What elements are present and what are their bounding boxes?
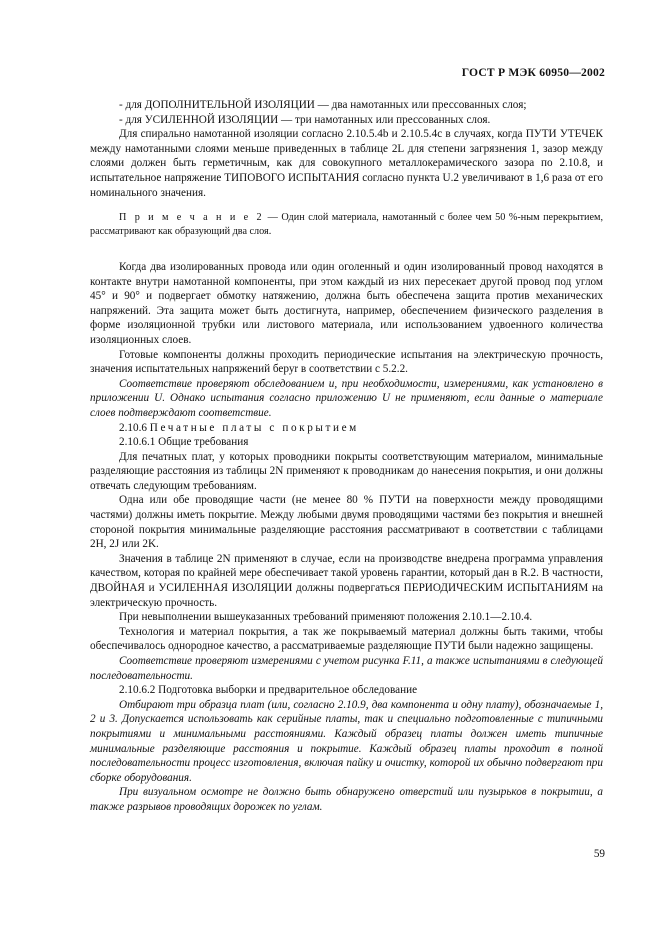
paragraph-coating-technology: Технология и материал покрытия, а так же покрываемый материал должны быть такими, чтобы обеспечивалось однородное качество, а рассматриваемые разделяющие ПУТИ были надежно защищены. <box>90 625 603 653</box>
paragraph-periodic-tests: Готовые компоненты должны проходить периодические испытания на электрическую прочность, значения испытательных напряжений беруr в соответствии с 5.2.2. <box>90 348 603 376</box>
standard-header: ГОСТ Р МЭК 60950—2002 <box>461 66 605 79</box>
paragraph-printed-boards: Для печатных плат, у которых проводники покрыты соответствующим материалом, минимальные разделяющие расстояния из таблицы 2N применяют к проводникам до нанесения покрытия, и они должны отвечать следующим требованиям. <box>90 450 603 492</box>
page-number: 59 <box>593 848 605 860</box>
section-heading-2-10-6 <box>90 421 603 436</box>
spacer <box>90 238 603 260</box>
paragraph-additional-insulation: - для ДОПОЛНИТЕЛЬНОЙ ИЗОЛЯЦИИ — два намотанных или прессованных слоя; <box>119 99 527 111</box>
paragraph-sample-selection: Отбирают три образца плат (или, согласно 2.10.9, два компонента и одну плату), обозначаемые 1, 2 и 3. Допускается использовать как серийные платы, так и специально подготовленные с типичными покрытиями и минимальными расстояниями. Каждый образец платы должен иметь типичные минимальные разделяющие расстояния и покрытие. Каждый образец платы проходит в полной последовательности процесс изготовления, включая пайку и очистку, которой их обычно подвергают при сборке оборудования. <box>90 698 603 784</box>
note-label: П р и м е ч а н и е 2 <box>119 212 265 224</box>
paragraph-reinforced-insulation: - для УСИЛЕННОЙ ИЗОЛЯЦИИ — три намотанных или прессованных слоя. <box>119 113 491 126</box>
subsection-heading-2-10-6-1: 2.10.6.1 Общие требования <box>119 436 249 449</box>
paragraph-compliance-annex-u: Соответствие проверяют обследованием и, при необходимости, измерениями, как установлено в приложении U. Однако испытания согласно приложению U не применяют, если данные о материале слоев подтверждают соответствие. <box>90 377 603 419</box>
paragraph-compliance-figure-f11: Соответствие проверяют измерениями с учетом рисунка F.11, а также испытаниями в следующей последовательности. <box>90 655 603 682</box>
document-body <box>90 98 603 815</box>
paragraph-table-2n: Значения в таблице 2N применяют в случае, если на производстве внедрена программа управления качеством, которая по крайней мере обеспечивает такой уровень гарантии, который дан в R.2. В частности, ДВОЙНАЯ и УСИЛЕННАЯ ИЗОЛЯЦИИ должны подвергаться ПЕРИОДИЧЕСКИМ ИСПЫТАНИЯМ на электрическую прочность. <box>90 552 603 609</box>
note-2 <box>90 211 603 238</box>
section-title: Печатные платы с покрытием <box>149 421 359 434</box>
subsection-heading-2-10-6-2: 2.10.6.2 Подготовка выборки и предварительное обследование <box>119 684 418 697</box>
paragraph-spiral-winding: Для спирально намотанной изоляции согласно 2.10.5.4b и 2.10.5.4c в случаях, когда ПУТИ УТЕЧЕК между намотанными слоями меньше приведенных в таблице 2L для степени загрязнения 1, зазор между слоями должен быть герметичным, как для совокупного металлокерамического зазора по 2.10.8, и испытательное напряжение ТИПОВОГО ИСПЫТАНИЯ согласно пункта U.2 увеличивают в 1,6 раза от его номинального значения. <box>90 128 603 199</box>
paragraph-visual-inspection: При визуальном осмотре не должно быть обнаружено отверстий или пузырьков в покрытии, а также разрывов проводящих дорожек по углам. <box>90 786 603 813</box>
paragraph-otherwise: При невыполнении вышеуказанных требований применяют положения 2.10.1—2.10.4. <box>119 611 533 624</box>
note-text: — Один слой материала, намотанный с более чем 50 %-ным перекрытием, рассматривают как образующий два слоя. <box>90 212 604 237</box>
section-number: 2.10.6 <box>119 421 150 434</box>
paragraph-coating-parts: Одна или обе проводящие части (не менее 80 % ПУТИ на поверхности между проводящими частями) должны иметь покрытие. Между любыми двумя проводящими частями без покрытия и внешней стороной покрытия минимальные разделяющие расстояния рассматривают в соответствии с таблицами 2H, 2J или 2K. <box>90 494 603 551</box>
paragraph-wires-contact: Когда два изолированных провода или один оголенный и один изолированный провод находятся в контакте внутри намотанной компоненты, при этом каждый из них пересекает другой провод под углом 45° и 90° и подвергает обмотку натяжению, должна быть обеспечена защита против механических напряжений. Эта защита может быть достигнута, например, обеспечением физического разделения в форме изоляционной трубки или листового материала, или использованием удвоенного количества изоляционных слоев. <box>90 260 603 346</box>
